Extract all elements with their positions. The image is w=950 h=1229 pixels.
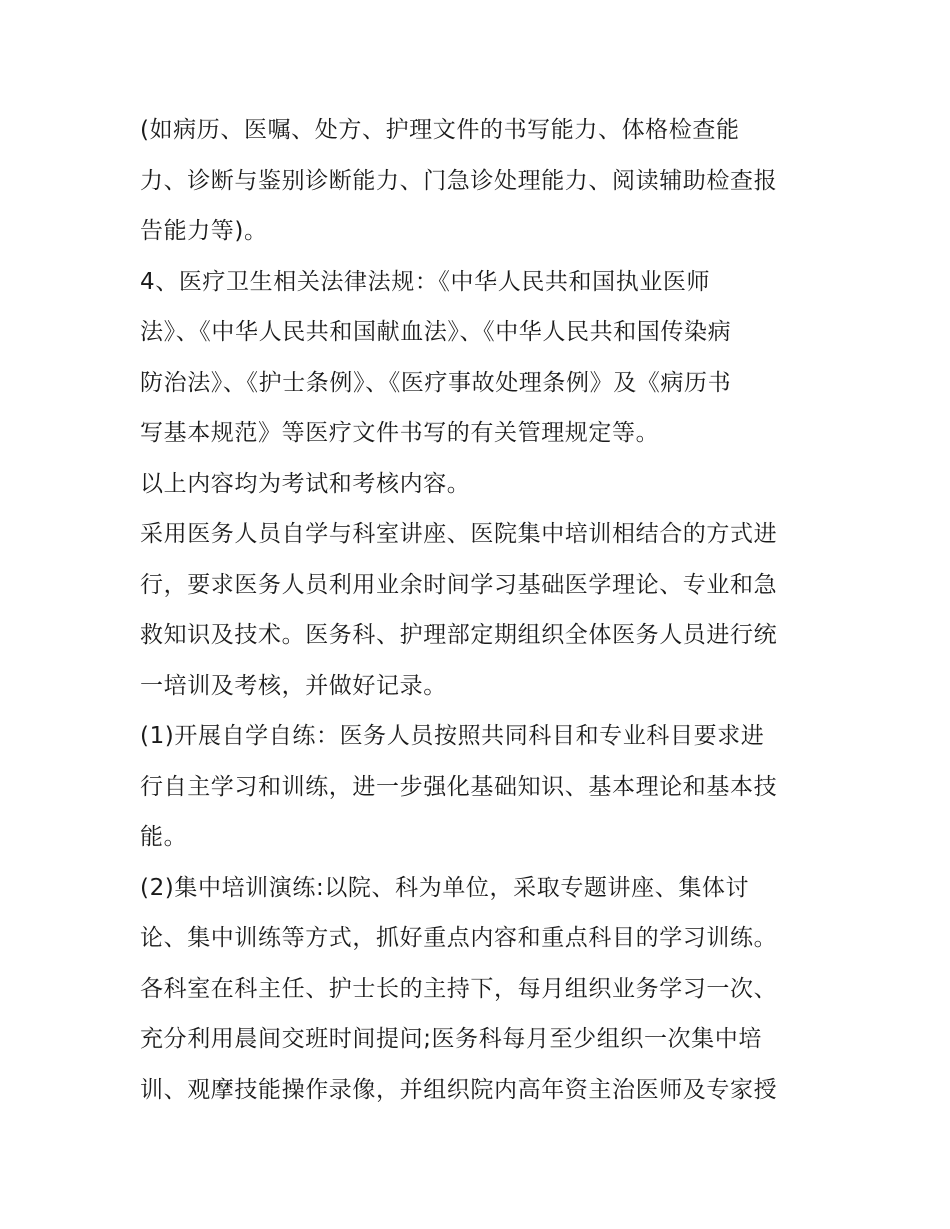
text-line: 能。 <box>140 824 188 850</box>
text-line: 以上内容均为考试和考核内容。 <box>140 471 471 497</box>
text-line: 法》、《中华人民共和国献血法》、《中华人民共和国传染病 <box>140 319 732 345</box>
text-line: 采用医务人员自学与科室讲座、医院集中培训相结合的方式进 <box>140 521 778 547</box>
text-line: (2)集中培训演练:以院、科为单位，采取专题讲座、集体讨 <box>140 875 750 901</box>
text-line: 训、观摩技能操作录像，并组织院内高年资主治医师及专家授 <box>140 1077 778 1103</box>
text-line: 行自主学习和训练，进一步强化基础知识、基本理论和基本技 <box>140 774 778 800</box>
text-line: 告能力等)。 <box>140 218 268 244</box>
text-line: 各科室在科主任、护士长的主持下，每月组织业务学习一次、 <box>140 976 778 1002</box>
text-line: 写基本规范》等医疗文件书写的有关管理规定等。 <box>140 420 660 446</box>
text-line: 防治法》、《护士条例》、《医疗事故处理条例》及《病历书 <box>140 370 732 396</box>
text-line: 行，要求医务人员利用业余时间学习基础医学理论、专业和急 <box>140 572 778 598</box>
text-line: (1)开展自学自练：医务人员按照共同科目和专业科目要求进 <box>140 723 765 749</box>
text-line: 一培训及考核，并做好记录。 <box>140 673 447 699</box>
text-line: 4、医疗卫生相关法律法规：《中华人民共和国执业医师 <box>140 269 711 295</box>
text-line: (如病历、医嘱、处方、护理文件的书写能力、体格检查能 <box>140 117 740 143</box>
text-line: 充分利用晨间交班时间提问;医务科每月至少组织一次集中培 <box>140 1026 762 1052</box>
text-line: 力、诊断与鉴别诊断能力、门急诊处理能力、阅读辅助检查报 <box>140 168 778 194</box>
text-line: 论、集中训练等方式，抓好重点内容和重点科目的学习训练。 <box>140 925 778 951</box>
text-line: 救知识及技术。医务科、护理部定期组织全体医务人员进行统 <box>140 622 778 648</box>
